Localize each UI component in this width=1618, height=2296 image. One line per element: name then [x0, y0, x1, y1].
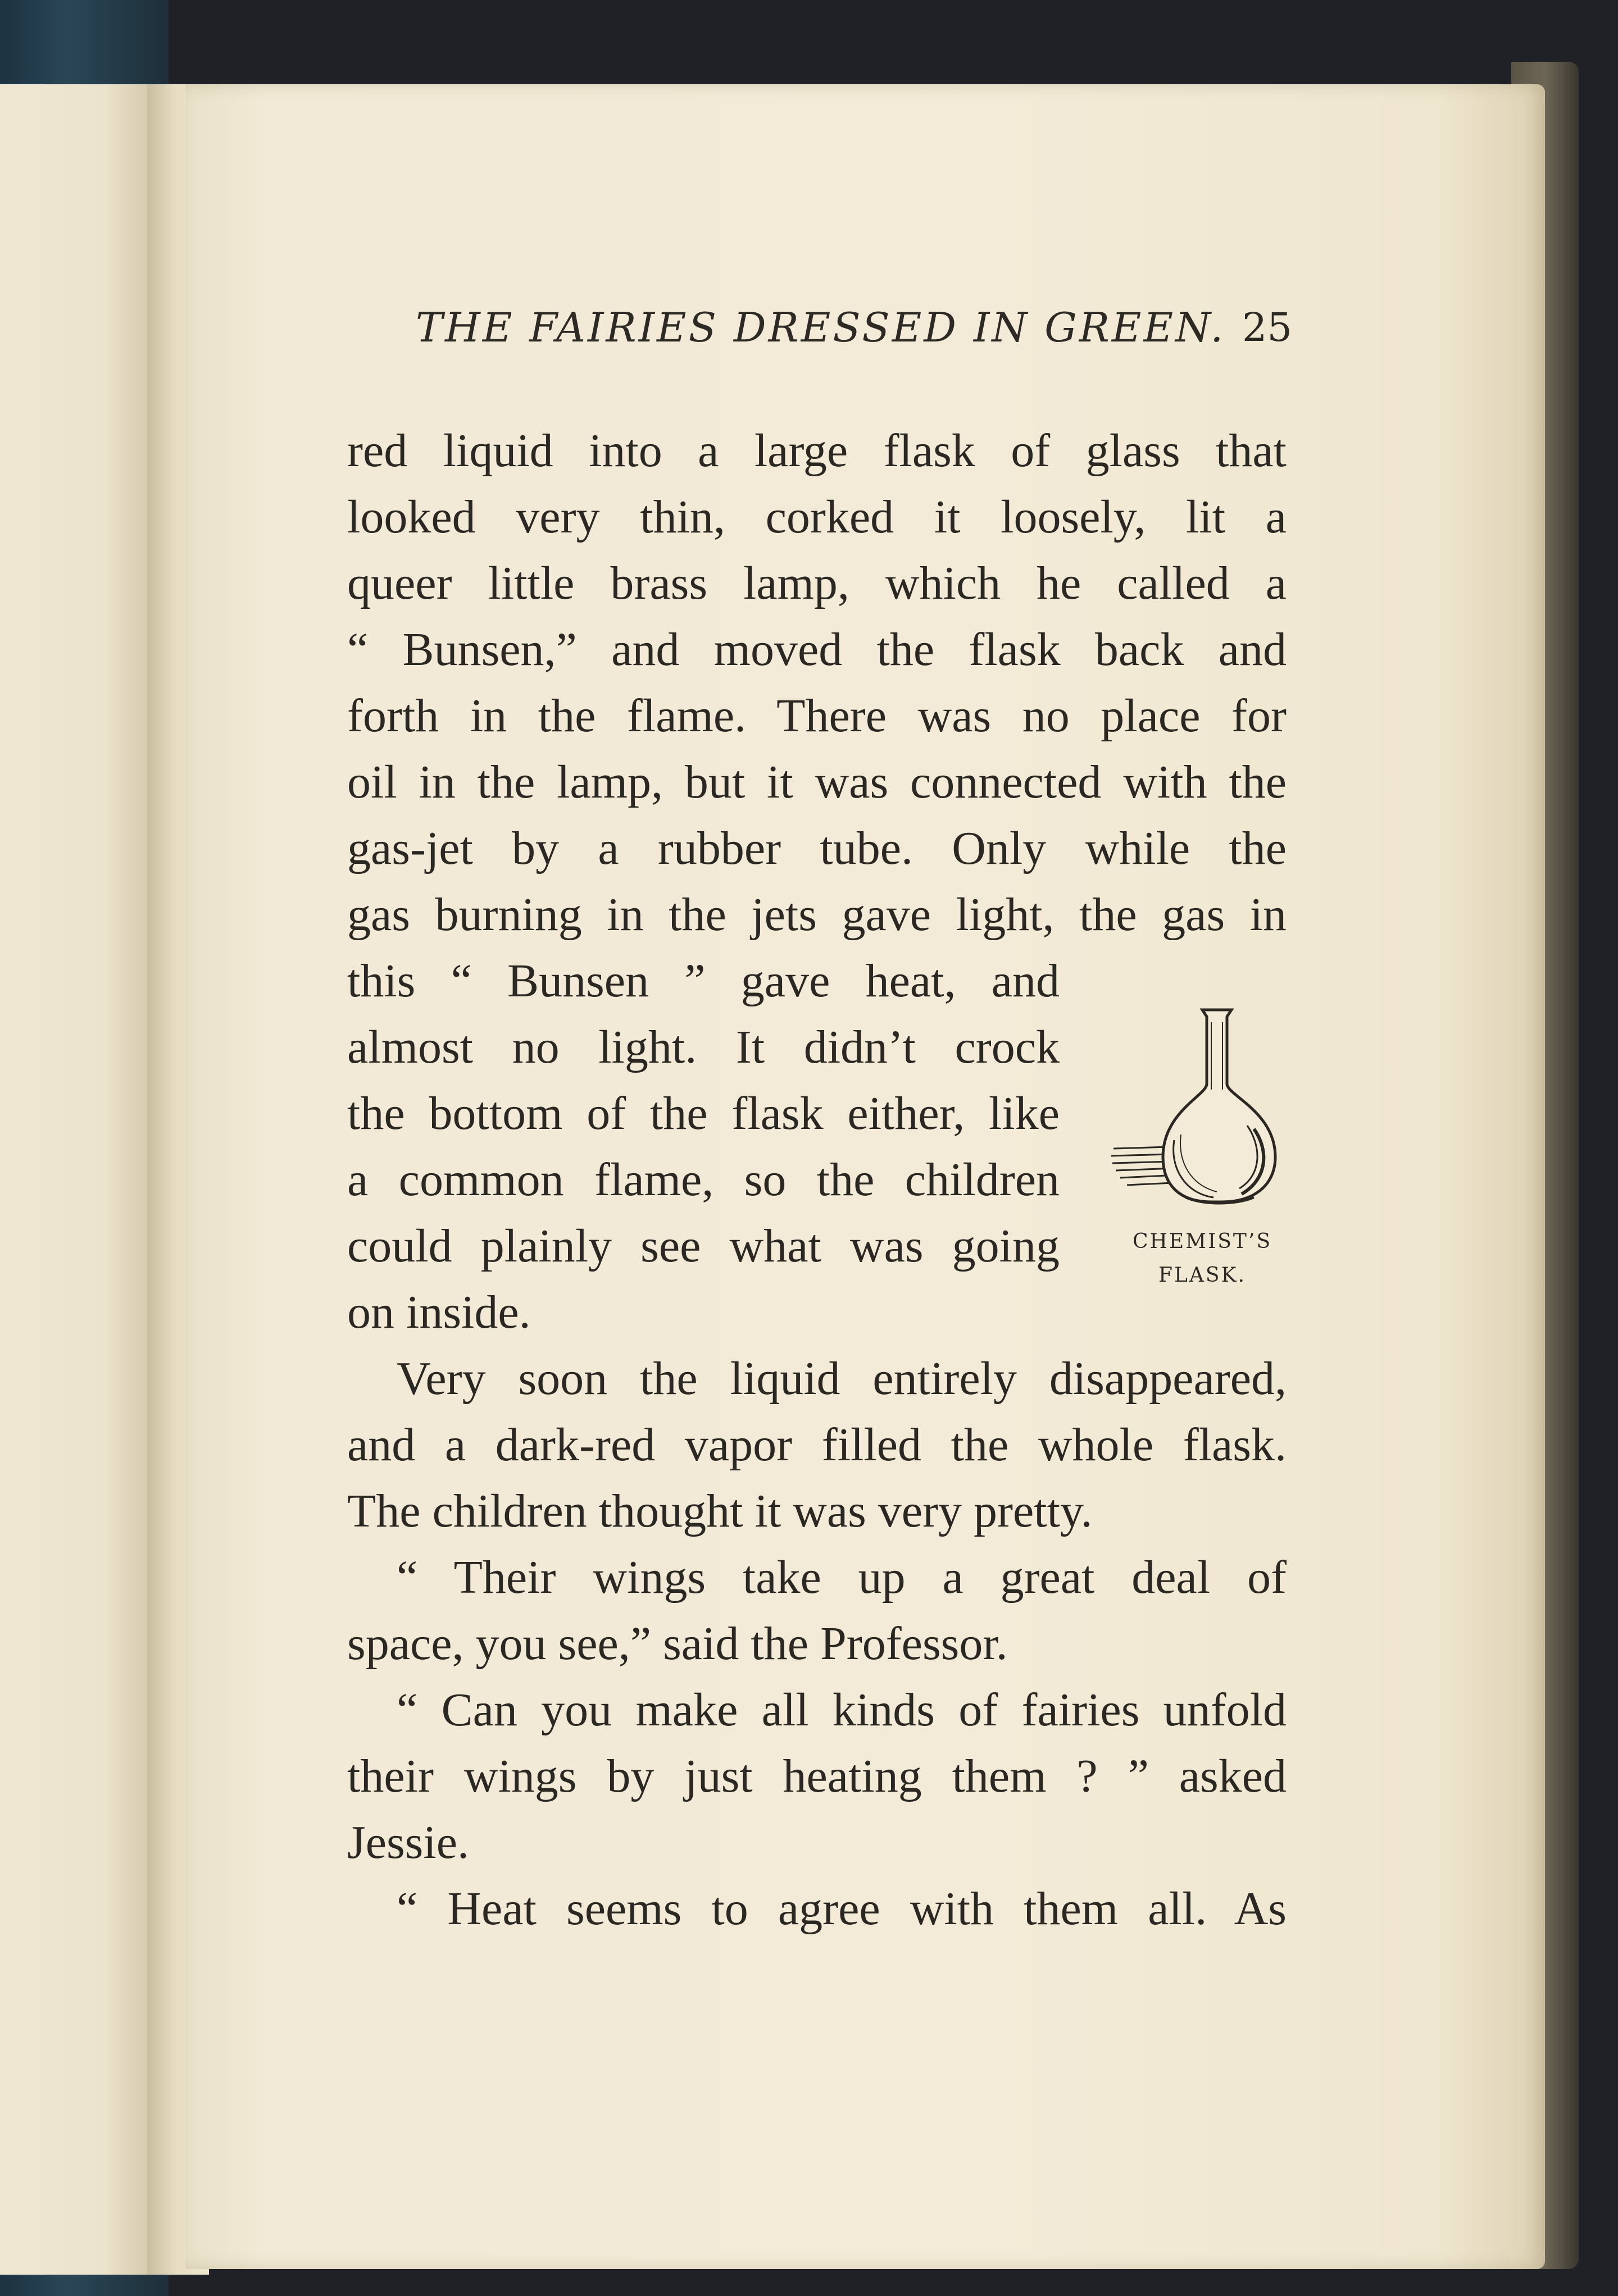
text-line: “ Heat seems to agree with them all. As [397, 1883, 1287, 1935]
text-line: almost no light. It didn’t crock [347, 1021, 1060, 1073]
figure-caption: CHEMIST’S [1132, 1230, 1272, 1253]
page-number: 25 [1242, 304, 1292, 350]
text-line: space, you see,” said the Professor. [347, 1618, 1008, 1670]
running-head [416, 297, 1292, 358]
text-line: could plainly see what was going [347, 1220, 1060, 1272]
text-line: “ Their wings take up a great deal of [397, 1551, 1287, 1603]
text-line: forth in the flame. There was no place for [347, 690, 1287, 742]
text-line: gas-jet by a rubber tube. Only while the [347, 822, 1287, 874]
running-title: THE FAIRIES DRESSED IN GREEN. [416, 304, 1226, 351]
text-line: gas burning in the jets gave light, the gas in [347, 889, 1287, 941]
text-line: red liquid into a large flask of glass that [347, 425, 1287, 477]
left-page-edge [0, 84, 147, 2275]
text-line: Jessie. [347, 1816, 469, 1869]
text-line: looked very thin, corked it loosely, lit a [347, 491, 1287, 543]
text-line: Very soon the liquid entirely disappeared, [397, 1352, 1287, 1405]
text-line: a common flame, so the children [347, 1154, 1060, 1206]
text-line: “ Bunsen,” and moved the flask back and [347, 623, 1287, 676]
text-line: this “ Bunsen ” gave heat, and [347, 955, 1060, 1007]
text-line: The children thought it was very pretty. [347, 1485, 1093, 1537]
flask-figure [1107, 1000, 1298, 1314]
text-line: “ Can you make all kinds of fairies unfold [397, 1684, 1287, 1736]
text-line: and a dark-red vapor filled the whole flask. [347, 1419, 1287, 1471]
text-line: their wings by just heating them ? ” asked [347, 1750, 1287, 1802]
text-line: on inside. [347, 1286, 531, 1338]
text-line: oil in the lamp, but it was connected with the [347, 756, 1287, 808]
figure-caption: FLASK. [1158, 1264, 1246, 1287]
text-line: queer little brass lamp, which he called a [347, 557, 1287, 609]
text-line: the bottom of the flask either, like [347, 1087, 1060, 1140]
flask-illustration-icon [1107, 1000, 1298, 1213]
